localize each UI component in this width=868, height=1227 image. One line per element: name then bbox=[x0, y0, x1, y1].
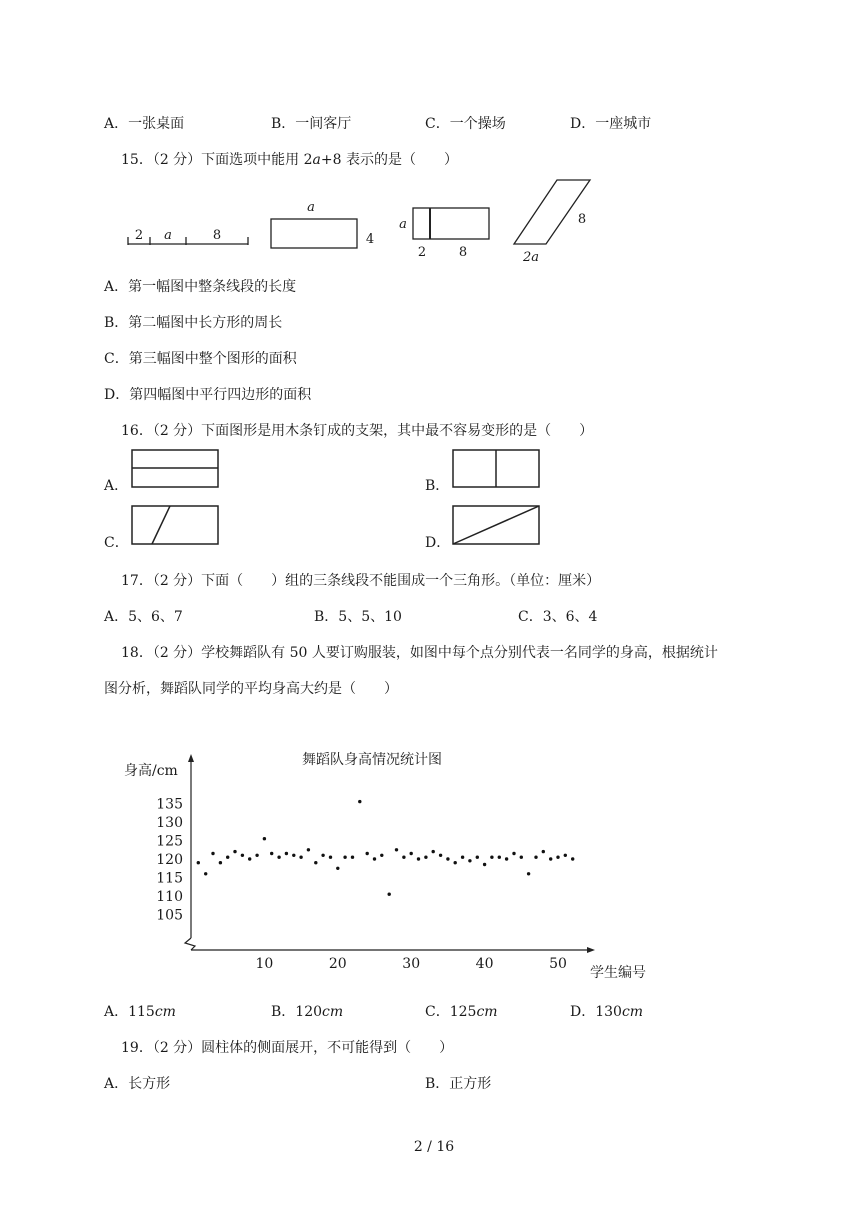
chart-x-axis-label: 学生编号 bbox=[590, 965, 646, 981]
q16-label-d: D． bbox=[425, 535, 451, 551]
q15-fig3-label-a: a bbox=[399, 217, 407, 232]
chart-x-axis-arrow bbox=[587, 947, 595, 953]
q15-fig3-label-2: 2 bbox=[417, 245, 427, 260]
chart-y-tick-label: 115 bbox=[156, 870, 183, 887]
chart-point bbox=[366, 852, 369, 855]
chart-point bbox=[534, 856, 537, 859]
chart-point bbox=[571, 857, 574, 860]
q18-option-c bbox=[425, 1001, 498, 1021]
chart-point bbox=[512, 852, 515, 855]
q16-figure-a bbox=[132, 450, 218, 487]
q15-figure-parallelogram bbox=[514, 180, 590, 265]
chart-point bbox=[490, 856, 493, 859]
q15-fig4-label-8: 8 bbox=[577, 212, 587, 227]
chart-point bbox=[255, 854, 258, 857]
q15-stem bbox=[121, 149, 458, 169]
chart-point bbox=[204, 872, 207, 875]
chart-point bbox=[197, 861, 200, 864]
chart-point bbox=[505, 857, 508, 860]
q15-figure-split-rectangle bbox=[399, 208, 489, 260]
chart-point bbox=[277, 856, 280, 859]
chart-y-tick-label: 135 bbox=[156, 796, 183, 813]
chart-point bbox=[402, 856, 405, 859]
q18-option-a bbox=[104, 1001, 176, 1021]
q19-option-b: B．正方形 bbox=[425, 1076, 492, 1092]
q18-stem-line2: 图分析，舞蹈队同学的平均身高大约是（ ） bbox=[104, 681, 398, 697]
chart-point bbox=[299, 856, 302, 859]
q15-option-b: B．第二幅图中长方形的周长 bbox=[104, 315, 283, 331]
q15-fig3-label-8: 8 bbox=[458, 245, 468, 260]
chart-point bbox=[263, 837, 266, 840]
q18-option-a-value: A．115 bbox=[104, 1004, 155, 1020]
chart-point bbox=[468, 859, 471, 862]
q15-figure-rectangle bbox=[271, 200, 374, 248]
q18-option-c-unit: cm bbox=[476, 1004, 498, 1020]
chart-points bbox=[197, 800, 575, 896]
chart-point bbox=[556, 856, 559, 859]
q18-option-d-unit: cm bbox=[621, 1004, 644, 1020]
chart-point bbox=[454, 861, 457, 864]
q18-option-b bbox=[271, 1001, 343, 1021]
chart-y-tick-label: 110 bbox=[156, 889, 183, 905]
q15-stem-prefix: 15．（2 分）下面选项中能用 2 bbox=[121, 152, 313, 168]
q17-option-a: A．5、6、7 bbox=[104, 609, 183, 625]
chart-point bbox=[329, 856, 332, 859]
q14-option-c: C．一个操场 bbox=[425, 116, 506, 132]
q16-figure-d bbox=[453, 506, 539, 544]
q17-option-b: B．5、5、10 bbox=[314, 609, 402, 625]
chart-point bbox=[395, 848, 398, 851]
chart-point bbox=[241, 854, 244, 857]
chart-point bbox=[446, 857, 449, 860]
q18-option-c-value: C．125 bbox=[425, 1004, 477, 1020]
chart-point bbox=[483, 863, 486, 866]
q19-option-a: A．长方形 bbox=[104, 1076, 171, 1092]
q18-stem-line1: 18．（2 分）学校舞蹈队有 50 人要订购服装，如图中每个点分别代表一名同学的身高，根据统计 bbox=[121, 645, 718, 661]
chart-point bbox=[292, 854, 295, 857]
chart-y-axis-label: 身高/cm bbox=[124, 763, 178, 779]
chart-point bbox=[211, 852, 214, 855]
chart-point bbox=[476, 856, 479, 859]
chart-point bbox=[417, 857, 420, 860]
q17-option-c: C．3、6、4 bbox=[518, 609, 598, 625]
q15-fig4-label-2a: 2a bbox=[522, 250, 540, 265]
chart-point bbox=[542, 850, 545, 853]
q16-stem: 16．（2 分）下面图形是用木条钉成的支架，其中最不容易变形的是（ ） bbox=[121, 423, 594, 439]
chart-x-tick-label: 20 bbox=[328, 956, 347, 972]
chart-y-tick-label: 125 bbox=[156, 833, 183, 850]
chart-point bbox=[373, 857, 376, 860]
q15-option-a: A．第一幅图中整条线段的长度 bbox=[104, 279, 297, 295]
q15-option-d: D．第四幅图中平行四边形的面积 bbox=[104, 387, 312, 403]
chart-point bbox=[424, 856, 427, 859]
q16-figure-c bbox=[132, 506, 218, 544]
q15-fig1-label-8: 8 bbox=[212, 228, 222, 243]
chart-point bbox=[314, 861, 317, 864]
q16-figure-b bbox=[453, 450, 539, 487]
chart-y-axis-break bbox=[185, 938, 195, 950]
q15-stem-suffix: +8 表示的是（ ） bbox=[320, 152, 458, 168]
chart-point bbox=[564, 854, 567, 857]
chart-y-ticks bbox=[156, 797, 183, 924]
chart-x-ticks bbox=[255, 956, 566, 972]
chart-point bbox=[498, 856, 501, 859]
chart-point bbox=[233, 850, 236, 853]
q16-label-c: C． bbox=[104, 535, 129, 551]
q18-option-d-value: D．130 bbox=[570, 1004, 622, 1020]
chart-x-tick-label: 30 bbox=[402, 956, 421, 972]
q18-option-b-value: B．120 bbox=[271, 1004, 323, 1020]
q15-fig2-label-4: 4 bbox=[365, 232, 375, 247]
q15-option-c: C．第三幅图中整个图形的面积 bbox=[104, 351, 297, 367]
chart-y-axis-arrow bbox=[188, 754, 194, 762]
q15-figures bbox=[0, 180, 868, 280]
q14-option-b: B．一间客厅 bbox=[271, 116, 352, 132]
chart-point bbox=[226, 856, 229, 859]
q15-figure-segment bbox=[128, 228, 248, 245]
chart-y-tick-label: 120 bbox=[156, 852, 183, 868]
height-scatter-chart bbox=[0, 740, 868, 980]
q14-option-a: A．一张桌面 bbox=[104, 116, 185, 132]
q15-fig1-label-2: 2 bbox=[134, 228, 144, 243]
chart-y-tick-label: 105 bbox=[156, 907, 183, 924]
q18-option-d bbox=[570, 1001, 643, 1021]
q16-label-b: B． bbox=[425, 478, 450, 494]
q18-option-b-unit: cm bbox=[322, 1004, 344, 1020]
chart-point bbox=[358, 800, 361, 803]
chart-point bbox=[439, 854, 442, 857]
chart-point bbox=[351, 856, 354, 859]
q15-stem-var: a bbox=[312, 152, 321, 168]
q17-stem: 17．（2 分）下面（ ）组的三条线段不能围成一个三角形。（单位：厘米） bbox=[121, 573, 601, 589]
chart-x-tick-label: 10 bbox=[255, 956, 274, 972]
q18-option-a-unit: cm bbox=[154, 1004, 176, 1020]
chart-point bbox=[248, 857, 251, 860]
chart-x-tick-label: 40 bbox=[475, 956, 494, 972]
chart-point bbox=[380, 854, 383, 857]
q16-label-a: A． bbox=[104, 478, 129, 494]
chart-point bbox=[285, 852, 288, 855]
chart-point bbox=[343, 856, 346, 859]
q15-fig1-label-a: a bbox=[164, 228, 172, 243]
q15-fig2-label-a: a bbox=[307, 200, 315, 215]
chart-point bbox=[527, 872, 530, 875]
q14-option-d: D．一座城市 bbox=[570, 116, 652, 132]
chart-point bbox=[432, 850, 435, 853]
chart-y-tick-label: 130 bbox=[156, 815, 183, 831]
chart-point bbox=[461, 856, 464, 859]
chart-point bbox=[307, 848, 310, 851]
chart-point bbox=[270, 852, 273, 855]
page-number: 2 / 16 bbox=[413, 1139, 455, 1155]
chart-point bbox=[321, 854, 324, 857]
q16-figures bbox=[0, 440, 868, 550]
chart-point bbox=[549, 857, 552, 860]
chart-x-tick-label: 50 bbox=[549, 956, 567, 972]
chart-point bbox=[219, 861, 222, 864]
chart-point bbox=[520, 856, 523, 859]
chart-point bbox=[410, 852, 413, 855]
chart-title: 舞蹈队身高情况统计图 bbox=[302, 752, 442, 768]
chart-point bbox=[336, 867, 339, 870]
q19-stem: 19．（2 分）圆柱体的侧面展开，不可能得到（ ） bbox=[121, 1040, 454, 1056]
chart-point bbox=[388, 893, 391, 896]
